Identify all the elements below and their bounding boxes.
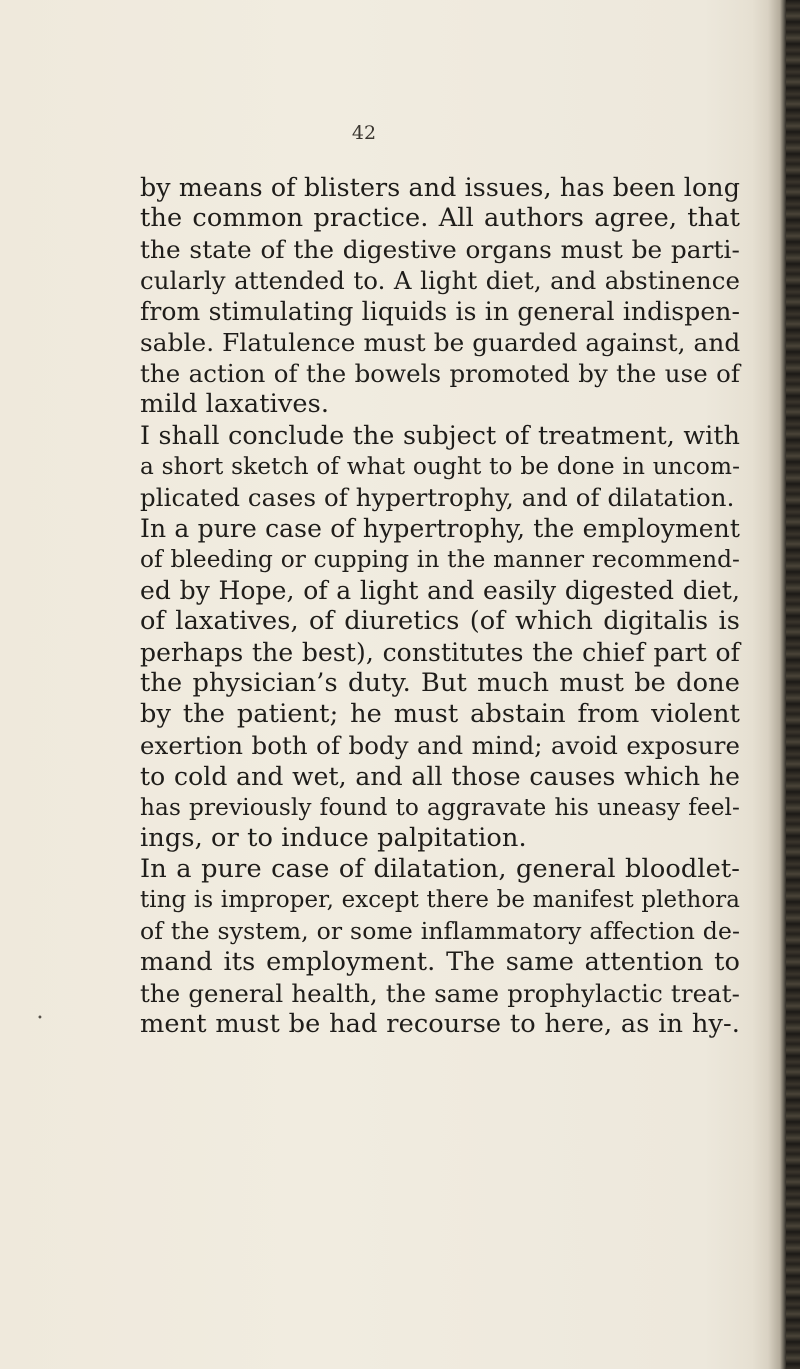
text-line: from stimulating liquids is in general indispen- [140,297,740,326]
text-line: of laxatives, of diuretics (of which digitalis is [140,606,740,636]
text-line: plicated cases of hypertrophy, and of dilatation. [140,483,735,512]
text-line: to cold and wet, and all those causes which he [140,762,740,791]
text-line: the general health, the same prophylactic treat- [140,979,740,1008]
page-number: 42 [351,122,377,144]
paragraph-start-line: In a pure case of dilatation, general bloodlet- [140,854,740,884]
paragraph-start-line: I shall conclude the subject of treatment, with [140,421,740,450]
page-binding-edge [786,0,800,1369]
text-line: exertion both of body and mind; avoid exposure [140,731,740,760]
text-line: by means of blisters and issues, has been long [140,173,740,202]
text-line: by the patient; he must abstain from violent [140,699,740,729]
text-line: of the system, or some inflammatory affection de- [140,917,740,945]
text-line: has previously found to aggravate his uneasy feel- [140,794,740,821]
text-line: the state of the digestive organs must be parti- [140,235,740,264]
text-line: ment must be had recourse to here, as in hy-. [140,1009,740,1039]
text-line: of bleeding or cupping in the manner recommend- [140,546,740,573]
text-line: the action of the bowels promoted by the use of [140,359,740,388]
text-line: ting is improper, except there be manifest plethora [140,887,740,913]
body-text [140,172,740,1040]
text-line: ings, or to induce palpitation. [140,823,527,853]
paragraph-start-line: In a pure case of hypertrophy, the employment [140,514,740,543]
text-line: mild laxatives. [140,389,330,419]
text-line: mand its employment. The same attention to [140,947,740,977]
text-line: cularly attended to. A light diet, and abstinence [140,266,740,295]
text-line: ed by Hope, of a light and easily digested diet, [140,576,740,605]
text-line: perhaps the best), constitutes the chief part of [140,638,740,667]
text-line: the physician’s duty. But much must be done [140,668,740,698]
text-line: the common practice. All authors agree, that [140,203,740,233]
margin-speck: • [37,1013,43,1024]
text-line: sable. Flatulence must be guarded against, and [140,328,741,357]
text-line: a short sketch of what ought to be done in uncom- [140,453,740,480]
